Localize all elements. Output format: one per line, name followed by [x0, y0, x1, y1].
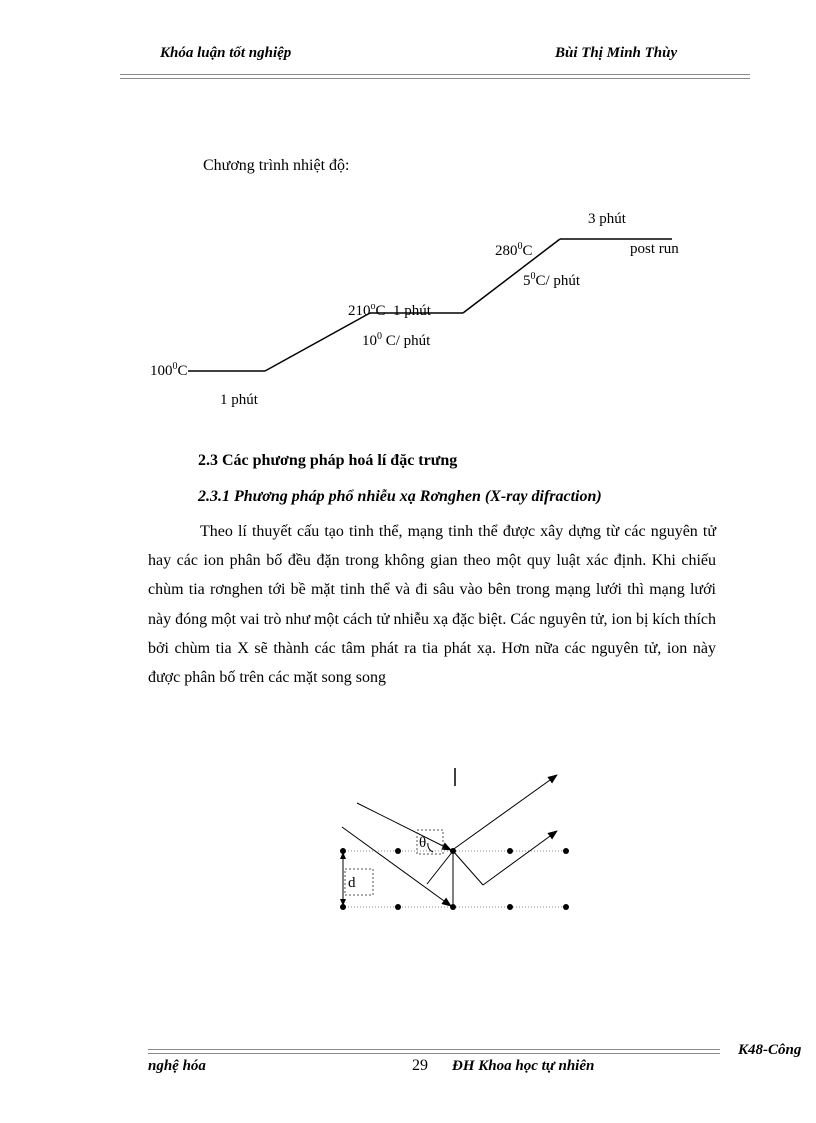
label-5c-phut: $5^0C/$ phút: [523, 271, 581, 289]
label-280c: $280^0C$: [495, 241, 533, 259]
path-difference-line-1: [427, 851, 453, 884]
atom: [340, 904, 346, 910]
footer-right-top: K48-Công: [738, 1042, 802, 1058]
reflected-ray-1: [451, 775, 557, 851]
atom: [395, 848, 401, 854]
footer-left: nghệ hóa: [148, 1058, 206, 1074]
path-difference-line-2: [453, 851, 483, 885]
body-paragraph: Theo lí thuyết cấu tạo tinh thể, mạng tinh thể được xây dựng từ các nguyên tử hay các ion phân bố đều đặn trong không gian theo một quy luật xác định. Khi chiếu chùm tia rơnghen tới bề mặt tinh thể và đi sâu vào bên trong mạng lưới thì mạng lưới này đóng một vai trò như một cách tử nhiễu xạ đặc biệt. Các nguyên tử, ion bị kích thích bởi chùm tia X sẽ thành các tâm phát ra tia phát xạ. Hơn nữa các nguyên tử, ion này được phân bố trên các mặt song song: [148, 523, 716, 687]
label-10c-phut: $10^0$ C/ phút: [362, 331, 431, 349]
program-label: Chương trình nhiệt độ:: [203, 157, 350, 174]
footer-center: ĐH Khoa học tự nhiên: [452, 1058, 595, 1074]
atom: [450, 904, 456, 910]
footer-rule-1: [148, 1049, 720, 1050]
atom: [340, 848, 346, 854]
atom: [507, 904, 513, 910]
section-title: 2.3 Các phương pháp hoá lí đặc trưng: [198, 452, 458, 469]
d-label: d: [348, 875, 356, 891]
page-number: 29: [412, 1057, 428, 1074]
incident-ray-1: [357, 803, 451, 850]
subsection-title: 2.3.1 Phương pháp phổ nhiễu xạ Rơnghen (X-ray difraction): [198, 488, 602, 505]
atom: [507, 848, 513, 854]
label-100c: $100^0C$: [150, 361, 188, 379]
label-3-phut: 3 phút: [588, 211, 626, 227]
theta-label: θ: [419, 835, 427, 851]
atom: [563, 848, 569, 854]
header-right: Bùi Thị Minh Thùy: [555, 45, 678, 61]
reflected-ray-2: [483, 831, 557, 885]
footer-rule-2: [148, 1053, 720, 1054]
label-210c-1-phut: 210$^o$C 1 phút: [348, 301, 431, 319]
atom: [395, 904, 401, 910]
atom: [563, 904, 569, 910]
atom: [450, 848, 456, 854]
label-post-run: post run: [630, 241, 679, 257]
label-1-phut: 1 phút: [220, 392, 258, 408]
header-left: Khóa luận tốt nghiệp: [160, 45, 292, 61]
incident-ray-2: [342, 827, 451, 906]
